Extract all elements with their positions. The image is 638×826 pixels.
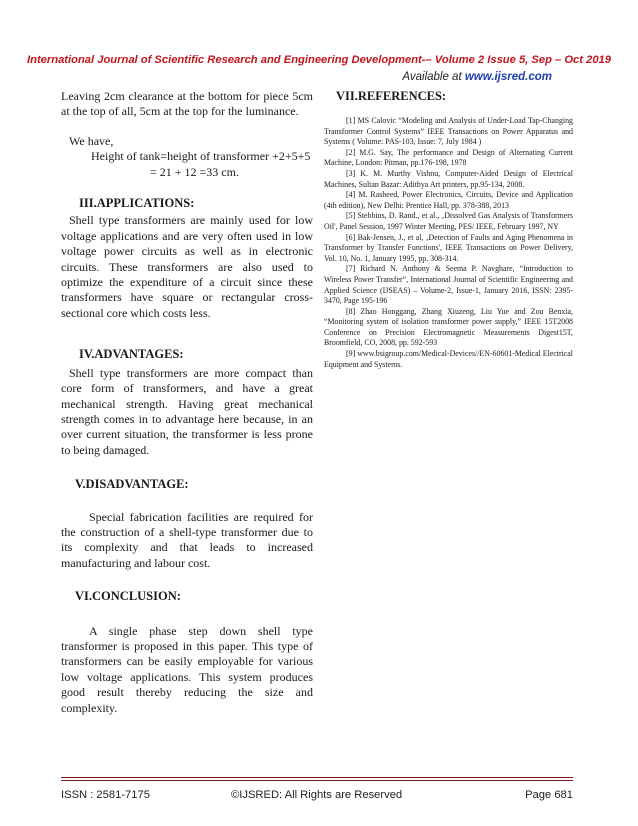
disadvantage-heading: V.DISADVANTAGE:	[75, 477, 189, 492]
reference-item: [7] Richard N. Anthony & Seema P. Navghare, “Introduction to Wireless Power Transfer”, International Journal of Scientific Engineering and Applied Science (IJSEAS) – Volume-2, Issue-1, January 2016, ISSN: 2395-3470, Page 195-196	[324, 264, 573, 306]
clearance-paragraph: Leaving 2cm clearance at the bottom for piece 5cm at the top of all, 5cm at the top for the luminance.	[61, 89, 313, 119]
footer-page-number: Page 681	[525, 789, 573, 801]
footer-copyright: ©IJSRED: All Rights are Reserved	[231, 789, 403, 801]
conclusion-heading: VI.CONCLUSION:	[75, 589, 181, 604]
reference-item: [4] M. Rasheed, Power Electronics, Circuits, Device and Application (4th edition), New Delhi: Prentice Hall, pp. 378-388, 2013	[324, 190, 573, 210]
reference-item[interactable]: [9] www.bsigroup.com/Medical-Devices//EN-60601-Medical Electrical Equipment and Systems.	[324, 349, 573, 369]
journal-website-link[interactable]: www.ijsred.com	[464, 71, 552, 83]
reference-item: [2] M.G. Say, The performance and Design of Alternating Current Machine, London: Pitman, pp.176-198, 1978	[324, 147, 573, 168]
reference-item: [5] Stebbins, D. Rand., et al., ‚Dissolved Gas Analysis of Transformers Oil', Panel Session, 1997 Winter Meeting, PES/ IEEE, February 1997, NY	[324, 211, 573, 231]
footer-issn: ISSN : 2581-7175	[61, 789, 150, 801]
height-equation: Height of tank=height of transformer +2+5+5	[91, 149, 311, 164]
footer-rule-bottom	[61, 780, 573, 781]
reference-item: [8] Zhao Honggang, Zhang Xiuzeng, Liu Yue and Zou Benxia, “Monitoring system of isolation transformer power supply,” IEEE 15T2008 Conference on Precision Electromagnetic Measurements Digest15T, Broomfield, CO, 2008, pp. 592-593	[324, 306, 573, 348]
reference-item: [1] MS Calovic “Modeling and Analysis of Under-Load Tap-Changing Transformer Control Systems” IEEE Transactions on Power Apparatus and Systems ( Volume: PAS-103, Issue: 7, July 1984 )	[324, 116, 573, 147]
advantages-text: Shell type transformers are more compact than core form of transformers, and have a great mechanical strength. Having great mechanical strength comes in to advantage here because, in an over current situation, the transformer is less prone to being damaged.	[61, 365, 313, 457]
left-column	[61, 89, 313, 716]
disadvantage-text: Special fabrication facilities are required for the construction of a shell-type transformer due to its complexity and that leads to increased manufacturing and labour cost.	[61, 509, 313, 570]
journal-header: International Journal of Scientific Research and Engineering Development-– Volume 2 Issue 5, Sep – Oct 2019	[27, 54, 611, 66]
conclusion-text: A single phase step down shell type transformer is proposed in this paper. This type of transformers can be easily employable for various low voltage applications. This system produces good result thereby reducing the size and complexity.	[61, 623, 313, 715]
advantages-heading: IV.ADVANTAGES:	[79, 347, 184, 362]
right-column	[324, 89, 573, 370]
availability-line	[402, 71, 552, 83]
reference-item: [6] Bak-Jensen, J., et al, ‚Detection of Faults and Aging Phenomena in Transformer by Transfer Functions', IEEE Transactions on Power Delivery, Vol. 10, No. 1, January 1995, pp. 308-314.	[324, 232, 573, 263]
reference-item: [3] K. M. Murthy Vishnu, Computer-Aided Design of Electrical Machines, Sultan Bazar: Adithya Art printers, pp.95-134, 2008.	[324, 168, 573, 189]
applications-text: Shell type transformers are mainly used for low voltage applications and are very often used in low voltage power circuits as well as in electronic circuits. These transformers are also used to optimize the expenditure of a circuit since these transformers have square or rectangular cross-sectional core which costs less.	[61, 213, 313, 320]
height-result: = 21 + 12 =33 cm.	[150, 164, 239, 179]
availability-prefix: Available at	[402, 71, 465, 83]
we-have-text: We have,	[69, 133, 114, 148]
footer-rule-top	[61, 777, 573, 778]
references-heading: VII.REFERENCES:	[336, 89, 447, 103]
applications-heading: III.APPLICATIONS:	[79, 196, 195, 211]
references-list	[324, 116, 573, 370]
